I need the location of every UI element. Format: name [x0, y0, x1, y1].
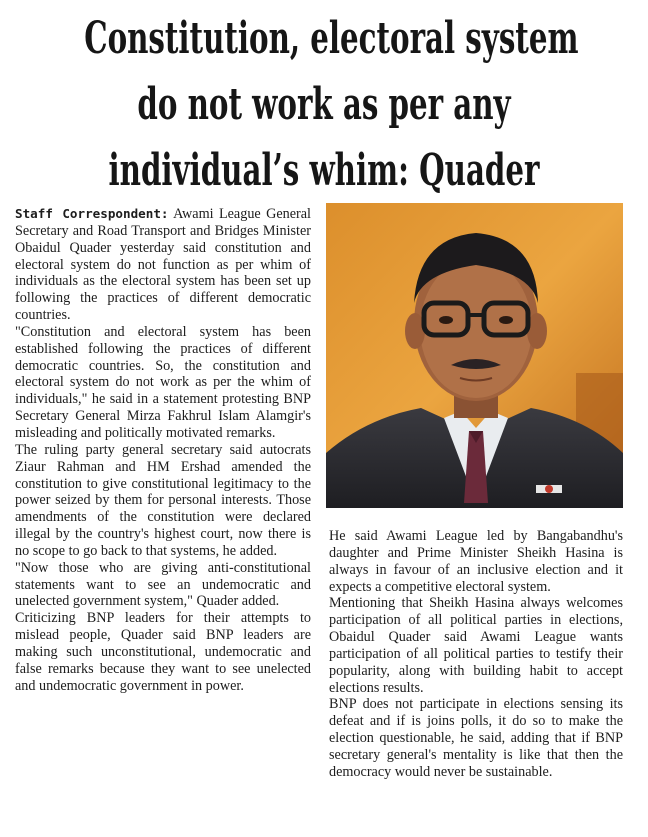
- headline: [0, 6, 648, 204]
- headline-line-2: do not work as per any: [137, 79, 511, 130]
- article-paragraph: Mentioning that Sheikh Hasina always welcomes participation of all political parties in elections, Obaidul Quader said Awami League wants participation of all political parties to testify their popularity, along with building habit to accept elections results.: [329, 595, 623, 696]
- article-paragraph: "Constitution and electoral system has been established following the practices of different democratic countries. So, the constitution and electoral system do not work as per the whim of individuals," he said in a statement protesting BNP Secretary General Mirza Fakhrul Islam Alamgir's misleading and politically motivated remarks.: [15, 323, 311, 441]
- article-paragraph: He said Awami League led by Bangabandhu's daughter and Prime Minister Sheikh Hasina is always in favour of an inclusive election and it expects a competitive electoral system.: [329, 528, 623, 595]
- headline-line-3: individual’s whim: Quader: [108, 145, 540, 196]
- article-column-left: [15, 206, 311, 694]
- article-paragraph: Criticizing BNP leaders for their attempts to mislead people, Quader said BNP leaders are making such unconstitutional, undemocratic and false remarks because they want to see unelected and undemocratic government in power.: [15, 610, 311, 694]
- portrait-photo: [326, 203, 623, 508]
- article-column-right: [329, 528, 623, 781]
- lead-text: Awami League General Secretary and Road Transport and Bridges Minister Obaidul Quader yesterday said constitution and electoral system do not function as per whim of individuals as the electoral system has been set up following the practices of different democratic countries.: [15, 206, 311, 324]
- article-paragraph: [15, 206, 311, 324]
- lapel-pin-icon: [536, 485, 562, 493]
- article-paragraph: The ruling party general secretary said autocrats Ziaur Rahman and HM Ershad amended the constitution to give constitutional legitimacy to the power seized by them for personal interests. Those amendments of the constitution were declared illegal by the country's highest court, now there is no scope to go back to that systems, he added.: [15, 441, 311, 559]
- article-paragraph: "Now those who are giving anti-constitutional statements want to see an undemocratic and unelected government system," Quader added.: [15, 559, 311, 610]
- byline: Staff Correspondent:: [15, 206, 169, 221]
- article-paragraph: BNP does not participate in elections sensing its defeat and if is joins polls, it do so to make the election questionable, he said, adding that if BNP secretary general's mentality is like that then the democracy would never be sustainable.: [329, 696, 623, 780]
- headline-line-1: Constitution, electoral system: [84, 13, 579, 64]
- portrait-illustration: [326, 203, 623, 508]
